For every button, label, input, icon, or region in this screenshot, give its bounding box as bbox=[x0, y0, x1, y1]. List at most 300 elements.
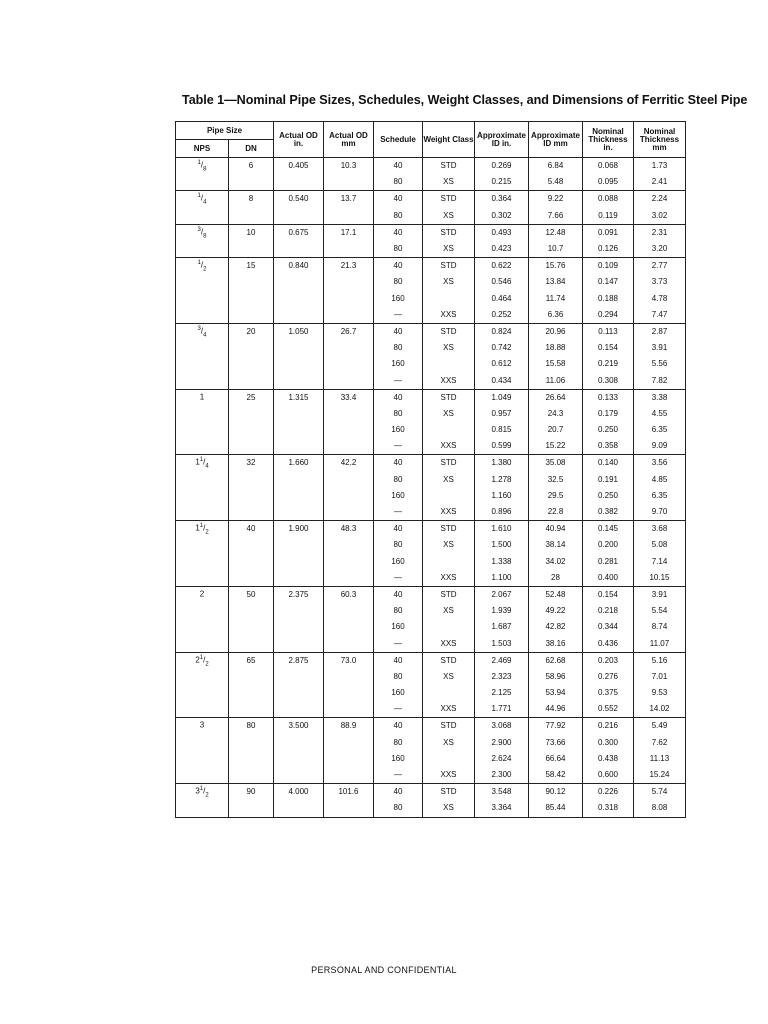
table-row bbox=[176, 323, 686, 340]
cell-nominal-thickness-mm: 15.24 bbox=[634, 767, 686, 784]
cell-nominal-thickness-mm: 7.01 bbox=[634, 669, 686, 685]
cell-schedule: 80 bbox=[374, 406, 423, 422]
cell-nps bbox=[176, 406, 229, 422]
cell-weight-class bbox=[423, 356, 475, 372]
cell-schedule: 40 bbox=[374, 389, 423, 406]
nps-denominator: 4 bbox=[203, 199, 207, 206]
cell-nominal-thickness-in: 0.126 bbox=[583, 241, 634, 258]
cell-schedule: 80 bbox=[374, 241, 423, 258]
cell-nominal-thickness-in: 0.203 bbox=[583, 652, 634, 669]
cell-approx-id-mm: 38.16 bbox=[529, 635, 583, 652]
cell-approx-id-in: 2.125 bbox=[475, 685, 529, 701]
cell-actual-od-in: 1.050 bbox=[274, 323, 324, 340]
table-row bbox=[176, 340, 686, 356]
nps-fraction-slash: / bbox=[200, 194, 204, 203]
cell-weight-class: STD bbox=[423, 389, 475, 406]
cell-nps bbox=[176, 372, 229, 389]
cell-actual-od-in bbox=[274, 422, 324, 438]
cell-nominal-thickness-mm: 5.49 bbox=[634, 718, 686, 735]
cell-weight-class: XS bbox=[423, 274, 475, 290]
cell-weight-class: XS bbox=[423, 340, 475, 356]
cell-approx-id-in: 0.423 bbox=[475, 241, 529, 258]
cell-nominal-thickness-mm: 3.20 bbox=[634, 241, 686, 258]
cell-nominal-thickness-in: 0.219 bbox=[583, 356, 634, 372]
table-body bbox=[176, 158, 686, 818]
cell-weight-class: XS bbox=[423, 800, 475, 817]
cell-actual-od-mm: 88.9 bbox=[324, 718, 374, 735]
cell-approx-id-mm: 66.64 bbox=[529, 751, 583, 767]
cell-schedule: 40 bbox=[374, 784, 423, 801]
cell-actual-od-mm: 60.3 bbox=[324, 586, 374, 603]
cell-actual-od-in bbox=[274, 619, 324, 635]
cell-nominal-thickness-in: 0.109 bbox=[583, 258, 634, 275]
cell-approx-id-in: 1.278 bbox=[475, 472, 529, 488]
cell-actual-od-in bbox=[274, 735, 324, 751]
cell-nominal-thickness-in: 0.358 bbox=[583, 438, 634, 455]
cell-schedule: 160 bbox=[374, 751, 423, 767]
table-row bbox=[176, 784, 686, 801]
cell-approx-id-in: 0.493 bbox=[475, 224, 529, 241]
cell-nominal-thickness-mm: 5.08 bbox=[634, 537, 686, 553]
cell-actual-od-in bbox=[274, 307, 324, 324]
cell-actual-od-in bbox=[274, 537, 324, 553]
cell-nominal-thickness-mm: 6.35 bbox=[634, 422, 686, 438]
cell-actual-od-mm bbox=[324, 554, 374, 570]
cell-dn bbox=[229, 274, 274, 290]
cell-actual-od-in bbox=[274, 570, 324, 587]
cell-nominal-thickness-in: 0.344 bbox=[583, 619, 634, 635]
cell-actual-od-mm bbox=[324, 356, 374, 372]
cell-nominal-thickness-in: 0.300 bbox=[583, 735, 634, 751]
cell-nominal-thickness-in: 0.218 bbox=[583, 603, 634, 619]
cell-dn bbox=[229, 570, 274, 587]
cell-dn: 90 bbox=[229, 784, 274, 801]
cell-nps bbox=[176, 504, 229, 521]
cell-nominal-thickness-in: 0.382 bbox=[583, 504, 634, 521]
cell-actual-od-in bbox=[274, 701, 324, 718]
cell-actual-od-in: 0.540 bbox=[274, 191, 324, 208]
cell-actual-od-in: 3.500 bbox=[274, 718, 324, 735]
nps-fraction-slash: / bbox=[203, 655, 206, 665]
cell-nominal-thickness-mm: 5.16 bbox=[634, 652, 686, 669]
cell-actual-od-in bbox=[274, 767, 324, 784]
cell-actual-od-in bbox=[274, 669, 324, 685]
cell-approx-id-in: 3.068 bbox=[475, 718, 529, 735]
table-row bbox=[176, 472, 686, 488]
cell-dn: 50 bbox=[229, 586, 274, 603]
cell-nominal-thickness-mm: 1.73 bbox=[634, 158, 686, 175]
cell-weight-class: STD bbox=[423, 224, 475, 241]
cell-nominal-thickness-mm: 6.35 bbox=[634, 488, 686, 504]
cell-actual-od-mm bbox=[324, 372, 374, 389]
cell-actual-od-in bbox=[274, 406, 324, 422]
cell-nps bbox=[176, 586, 229, 603]
cell-nps bbox=[176, 635, 229, 652]
cell-nominal-thickness-mm: 3.91 bbox=[634, 340, 686, 356]
cell-schedule: 80 bbox=[374, 340, 423, 356]
cell-actual-od-in: 1.900 bbox=[274, 521, 324, 538]
cell-approx-id-mm: 85.44 bbox=[529, 800, 583, 817]
cell-nominal-thickness-in: 0.294 bbox=[583, 307, 634, 324]
cell-nominal-thickness-mm: 3.68 bbox=[634, 521, 686, 538]
cell-actual-od-mm bbox=[324, 570, 374, 587]
cell-nps bbox=[176, 718, 229, 735]
cell-nps bbox=[176, 174, 229, 191]
cell-actual-od-mm bbox=[324, 619, 374, 635]
cell-nominal-thickness-mm: 3.73 bbox=[634, 274, 686, 290]
cell-actual-od-mm: 17.1 bbox=[324, 224, 374, 241]
cell-nps bbox=[176, 767, 229, 784]
cell-schedule: 160 bbox=[374, 488, 423, 504]
cell-nps bbox=[176, 224, 229, 241]
nps-fraction-slash: / bbox=[203, 458, 206, 467]
cell-actual-od-in: 0.405 bbox=[274, 158, 324, 175]
cell-schedule: 40 bbox=[374, 158, 423, 175]
cell-approx-id-in: 2.900 bbox=[475, 735, 529, 751]
cell-actual-od-mm bbox=[324, 751, 374, 767]
page-footer: PERSONAL AND CONFIDENTIAL bbox=[311, 965, 457, 975]
cell-actual-od-in: 2.375 bbox=[274, 586, 324, 603]
cell-schedule: 40 bbox=[374, 258, 423, 275]
cell-dn bbox=[229, 472, 274, 488]
cell-weight-class: STD bbox=[423, 258, 475, 275]
cell-nps bbox=[176, 241, 229, 258]
header-weight-class: Weight Class bbox=[423, 122, 475, 158]
cell-approx-id-in: 0.622 bbox=[475, 258, 529, 275]
cell-actual-od-mm bbox=[324, 208, 374, 225]
cell-nominal-thickness-in: 0.226 bbox=[583, 784, 634, 801]
cell-schedule: — bbox=[374, 701, 423, 718]
cell-nominal-thickness-mm: 3.02 bbox=[634, 208, 686, 225]
cell-nominal-thickness-mm: 5.74 bbox=[634, 784, 686, 801]
table-row bbox=[176, 685, 686, 701]
cell-actual-od-mm: 26.7 bbox=[324, 323, 374, 340]
cell-nominal-thickness-mm: 2.77 bbox=[634, 258, 686, 275]
cell-nominal-thickness-in: 0.119 bbox=[583, 208, 634, 225]
cell-nps bbox=[176, 685, 229, 701]
cell-dn: 10 bbox=[229, 224, 274, 241]
cell-nps bbox=[176, 603, 229, 619]
table-row bbox=[176, 389, 686, 406]
cell-approx-id-in: 0.824 bbox=[475, 323, 529, 340]
nps-fraction-slash: / bbox=[203, 523, 206, 533]
table-row bbox=[176, 208, 686, 225]
cell-schedule: 40 bbox=[374, 323, 423, 340]
cell-schedule: 40 bbox=[374, 224, 423, 241]
nps-numerator: 3 bbox=[197, 325, 201, 332]
header-nps: NPS bbox=[176, 140, 229, 158]
nps-denominator: 2 bbox=[203, 266, 207, 273]
cell-approx-id-mm: 42.82 bbox=[529, 619, 583, 635]
cell-approx-id-mm: 15.22 bbox=[529, 438, 583, 455]
cell-schedule: — bbox=[374, 504, 423, 521]
cell-actual-od-mm: 48.3 bbox=[324, 521, 374, 538]
cell-dn bbox=[229, 701, 274, 718]
cell-approx-id-in: 3.364 bbox=[475, 800, 529, 817]
cell-weight-class: XS bbox=[423, 537, 475, 553]
cell-approx-id-in: 0.464 bbox=[475, 291, 529, 307]
cell-approx-id-mm: 7.66 bbox=[529, 208, 583, 225]
cell-approx-id-in: 0.896 bbox=[475, 504, 529, 521]
table-row bbox=[176, 570, 686, 587]
cell-actual-od-in bbox=[274, 291, 324, 307]
cell-nominal-thickness-mm: 4.55 bbox=[634, 406, 686, 422]
cell-schedule: 80 bbox=[374, 735, 423, 751]
cell-weight-class bbox=[423, 619, 475, 635]
cell-approx-id-mm: 32.5 bbox=[529, 472, 583, 488]
cell-approx-id-in: 0.434 bbox=[475, 372, 529, 389]
cell-dn bbox=[229, 554, 274, 570]
cell-weight-class: XXS bbox=[423, 307, 475, 324]
cell-actual-od-in: 0.675 bbox=[274, 224, 324, 241]
cell-nps bbox=[176, 158, 229, 175]
cell-nps bbox=[176, 389, 229, 406]
table-row bbox=[176, 751, 686, 767]
cell-actual-od-in bbox=[274, 174, 324, 191]
cell-schedule: 80 bbox=[374, 537, 423, 553]
cell-dn bbox=[229, 356, 274, 372]
cell-approx-id-in: 0.815 bbox=[475, 422, 529, 438]
cell-actual-od-in bbox=[274, 340, 324, 356]
cell-nominal-thickness-mm: 7.82 bbox=[634, 372, 686, 389]
cell-approx-id-in: 0.599 bbox=[475, 438, 529, 455]
cell-weight-class: XS bbox=[423, 735, 475, 751]
cell-approx-id-mm: 52.48 bbox=[529, 586, 583, 603]
cell-dn bbox=[229, 619, 274, 635]
cell-approx-id-in: 3.548 bbox=[475, 784, 529, 801]
nps-whole: 1 bbox=[195, 523, 200, 533]
cell-approx-id-mm: 29.5 bbox=[529, 488, 583, 504]
cell-actual-od-mm bbox=[324, 241, 374, 258]
cell-approx-id-mm: 28 bbox=[529, 570, 583, 587]
cell-schedule: 80 bbox=[374, 669, 423, 685]
cell-nominal-thickness-mm: 11.13 bbox=[634, 751, 686, 767]
cell-weight-class: XXS bbox=[423, 504, 475, 521]
cell-actual-od-mm: 33.4 bbox=[324, 389, 374, 406]
nps-denominator: 2 bbox=[205, 660, 209, 667]
cell-actual-od-mm bbox=[324, 735, 374, 751]
cell-nps bbox=[176, 701, 229, 718]
header-dn: DN bbox=[229, 140, 274, 158]
cell-actual-od-in bbox=[274, 274, 324, 290]
cell-actual-od-mm bbox=[324, 472, 374, 488]
cell-nominal-thickness-mm: 9.70 bbox=[634, 504, 686, 521]
cell-nps bbox=[176, 537, 229, 553]
cell-actual-od-mm bbox=[324, 635, 374, 652]
nps-denominator: 2 bbox=[205, 529, 209, 536]
cell-schedule: 160 bbox=[374, 554, 423, 570]
cell-approx-id-mm: 13.84 bbox=[529, 274, 583, 290]
cell-approx-id-mm: 49.22 bbox=[529, 603, 583, 619]
table-row bbox=[176, 767, 686, 784]
cell-approx-id-mm: 15.76 bbox=[529, 258, 583, 275]
cell-nominal-thickness-in: 0.191 bbox=[583, 472, 634, 488]
cell-actual-od-mm: 101.6 bbox=[324, 784, 374, 801]
table-row bbox=[176, 372, 686, 389]
cell-approx-id-in: 0.269 bbox=[475, 158, 529, 175]
table-row bbox=[176, 537, 686, 553]
cell-approx-id-in: 1.500 bbox=[475, 537, 529, 553]
cell-weight-class bbox=[423, 422, 475, 438]
cell-dn: 32 bbox=[229, 455, 274, 472]
header-pipe-size: Pipe Size bbox=[176, 122, 274, 140]
cell-approx-id-mm: 58.42 bbox=[529, 767, 583, 784]
nps-denominator: 2 bbox=[205, 792, 209, 799]
cell-nps bbox=[176, 669, 229, 685]
header-actual-od-mm: Actual OD mm bbox=[324, 122, 374, 158]
cell-schedule: — bbox=[374, 372, 423, 389]
nps-numerator: 1 bbox=[199, 654, 204, 661]
cell-nominal-thickness-in: 0.147 bbox=[583, 274, 634, 290]
table-row bbox=[176, 718, 686, 735]
cell-approx-id-mm: 20.96 bbox=[529, 323, 583, 340]
cell-nominal-thickness-in: 0.438 bbox=[583, 751, 634, 767]
nps-numerator: 1 bbox=[197, 193, 201, 200]
cell-weight-class: XS bbox=[423, 603, 475, 619]
cell-schedule: 40 bbox=[374, 652, 423, 669]
cell-nominal-thickness-mm: 7.47 bbox=[634, 307, 686, 324]
table-row bbox=[176, 224, 686, 241]
cell-approx-id-mm: 24.3 bbox=[529, 406, 583, 422]
cell-approx-id-in: 1.338 bbox=[475, 554, 529, 570]
nps-denominator: 8 bbox=[203, 166, 207, 173]
cell-nps bbox=[176, 619, 229, 635]
cell-approx-id-mm: 58.96 bbox=[529, 669, 583, 685]
cell-dn: 8 bbox=[229, 191, 274, 208]
cell-approx-id-in: 1.380 bbox=[475, 455, 529, 472]
cell-weight-class: XXS bbox=[423, 635, 475, 652]
cell-nps bbox=[176, 340, 229, 356]
cell-actual-od-mm bbox=[324, 685, 374, 701]
nps-whole: 3 bbox=[199, 721, 205, 730]
cell-weight-class: XXS bbox=[423, 570, 475, 587]
cell-nominal-thickness-in: 0.250 bbox=[583, 422, 634, 438]
cell-nominal-thickness-in: 0.200 bbox=[583, 537, 634, 553]
header-approximate-id-in: Approximate ID in. bbox=[475, 122, 529, 158]
cell-actual-od-in: 1.315 bbox=[274, 389, 324, 406]
cell-approx-id-mm: 44.96 bbox=[529, 701, 583, 718]
cell-weight-class: XXS bbox=[423, 701, 475, 718]
table-row bbox=[176, 455, 686, 472]
cell-dn bbox=[229, 422, 274, 438]
cell-approx-id-in: 1.610 bbox=[475, 521, 529, 538]
cell-nominal-thickness-in: 0.552 bbox=[583, 701, 634, 718]
cell-nominal-thickness-in: 0.436 bbox=[583, 635, 634, 652]
cell-nominal-thickness-in: 0.068 bbox=[583, 158, 634, 175]
cell-weight-class: XS bbox=[423, 174, 475, 191]
cell-nominal-thickness-mm: 8.74 bbox=[634, 619, 686, 635]
cell-schedule: 80 bbox=[374, 274, 423, 290]
cell-weight-class: STD bbox=[423, 784, 475, 801]
table-row bbox=[176, 603, 686, 619]
cell-approx-id-mm: 11.74 bbox=[529, 291, 583, 307]
cell-nominal-thickness-mm: 9.09 bbox=[634, 438, 686, 455]
nps-whole: 1 bbox=[199, 392, 205, 402]
cell-dn: 80 bbox=[229, 718, 274, 735]
cell-actual-od-in bbox=[274, 751, 324, 767]
table-row bbox=[176, 521, 686, 538]
cell-actual-od-mm bbox=[324, 406, 374, 422]
nps-whole: 2 bbox=[195, 655, 200, 665]
nps-numerator: 1 bbox=[199, 457, 204, 464]
cell-actual-od-mm bbox=[324, 274, 374, 290]
cell-approx-id-mm: 12.48 bbox=[529, 224, 583, 241]
cell-weight-class bbox=[423, 685, 475, 701]
cell-schedule: 40 bbox=[374, 455, 423, 472]
cell-schedule: 80 bbox=[374, 800, 423, 817]
cell-actual-od-in: 2.875 bbox=[274, 652, 324, 669]
nps-denominator: 4 bbox=[203, 332, 207, 339]
cell-actual-od-mm bbox=[324, 767, 374, 784]
cell-nominal-thickness-in: 0.179 bbox=[583, 406, 634, 422]
cell-approx-id-in: 1.771 bbox=[475, 701, 529, 718]
cell-nominal-thickness-in: 0.113 bbox=[583, 323, 634, 340]
cell-approx-id-in: 0.742 bbox=[475, 340, 529, 356]
cell-nominal-thickness-in: 0.281 bbox=[583, 554, 634, 570]
cell-actual-od-in bbox=[274, 372, 324, 389]
cell-approx-id-mm: 11.06 bbox=[529, 372, 583, 389]
cell-nps bbox=[176, 291, 229, 307]
cell-dn bbox=[229, 406, 274, 422]
nps-numerator: 1 bbox=[199, 786, 204, 793]
table-row bbox=[176, 174, 686, 191]
cell-nominal-thickness-mm: 3.56 bbox=[634, 455, 686, 472]
cell-actual-od-in bbox=[274, 356, 324, 372]
cell-weight-class: STD bbox=[423, 323, 475, 340]
cell-dn bbox=[229, 635, 274, 652]
cell-actual-od-mm: 21.3 bbox=[324, 258, 374, 275]
cell-schedule: — bbox=[374, 635, 423, 652]
cell-actual-od-in bbox=[274, 438, 324, 455]
cell-dn bbox=[229, 767, 274, 784]
cell-schedule: 40 bbox=[374, 521, 423, 538]
cell-approx-id-in: 1.503 bbox=[475, 635, 529, 652]
cell-nps bbox=[176, 274, 229, 290]
table-row bbox=[176, 635, 686, 652]
cell-actual-od-in: 0.840 bbox=[274, 258, 324, 275]
cell-nominal-thickness-mm: 4.78 bbox=[634, 291, 686, 307]
cell-dn bbox=[229, 669, 274, 685]
cell-weight-class: XS bbox=[423, 406, 475, 422]
cell-approx-id-mm: 38.14 bbox=[529, 537, 583, 553]
cell-approx-id-mm: 18.88 bbox=[529, 340, 583, 356]
cell-dn bbox=[229, 800, 274, 817]
cell-nominal-thickness-in: 0.308 bbox=[583, 372, 634, 389]
cell-weight-class: XXS bbox=[423, 438, 475, 455]
cell-approx-id-in: 2.067 bbox=[475, 586, 529, 603]
table-row bbox=[176, 488, 686, 504]
table-row bbox=[176, 291, 686, 307]
cell-nps bbox=[176, 652, 229, 669]
cell-actual-od-mm bbox=[324, 422, 374, 438]
nps-fraction-slash: / bbox=[200, 260, 204, 270]
cell-approx-id-in: 1.939 bbox=[475, 603, 529, 619]
cell-weight-class: STD bbox=[423, 586, 475, 603]
cell-nominal-thickness-in: 0.318 bbox=[583, 800, 634, 817]
cell-schedule: — bbox=[374, 570, 423, 587]
cell-approx-id-mm: 73.66 bbox=[529, 735, 583, 751]
cell-dn bbox=[229, 307, 274, 324]
nps-denominator: 8 bbox=[203, 232, 207, 239]
cell-schedule: — bbox=[374, 438, 423, 455]
cell-weight-class: XXS bbox=[423, 372, 475, 389]
table-row bbox=[176, 422, 686, 438]
cell-approx-id-mm: 90.12 bbox=[529, 784, 583, 801]
cell-approx-id-in: 1.049 bbox=[475, 389, 529, 406]
cell-approx-id-in: 2.624 bbox=[475, 751, 529, 767]
cell-schedule: — bbox=[374, 767, 423, 784]
cell-actual-od-mm bbox=[324, 603, 374, 619]
